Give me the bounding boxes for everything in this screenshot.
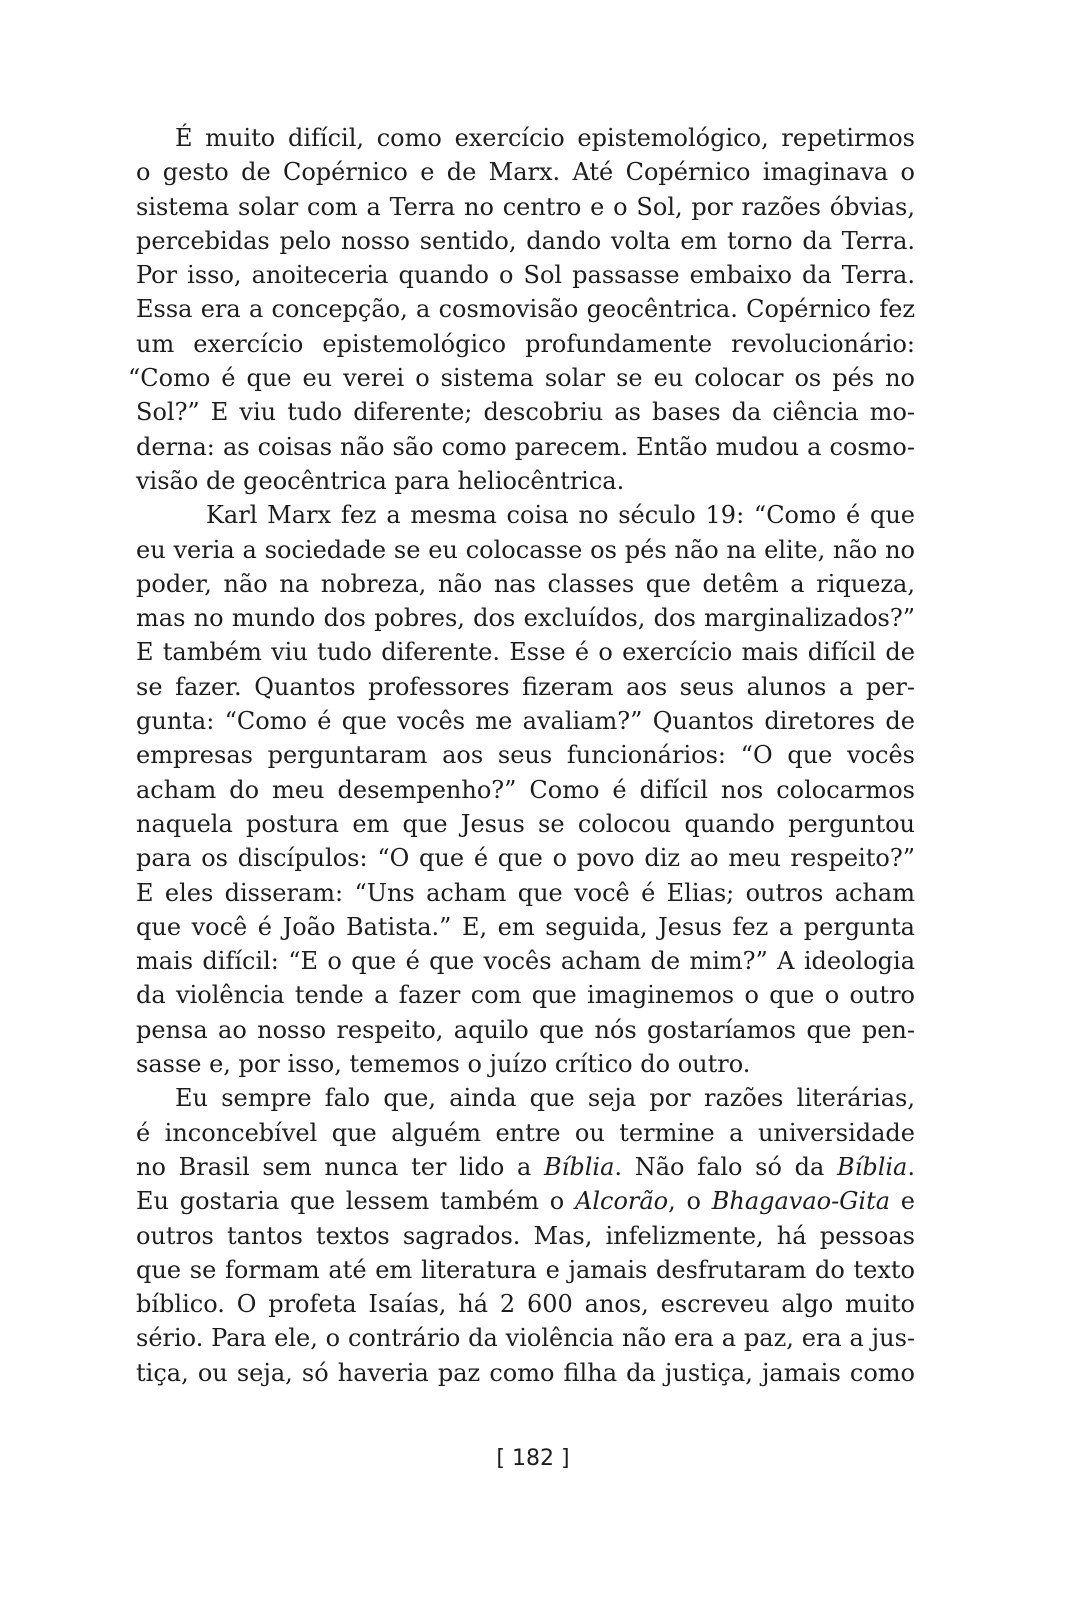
- italic-title: Bíblia: [544, 1152, 615, 1181]
- text-line: Essa era a concepção, a cosmovisão geocêntrica. Copérnico fez: [136, 295, 915, 324]
- text-line: mas no mundo dos pobres, dos excluídos, dos marginalizados?”: [136, 604, 915, 633]
- text-line: Sol?” E viu tudo diferente; descobriu as bases da ciência mo-: [136, 398, 915, 427]
- text-line: da violência tende a fazer com que imaginemos o que o outro: [136, 981, 915, 1010]
- text-line: pensa ao nosso respeito, aquilo que nós gostaríamos que pen-: [136, 1015, 915, 1044]
- text-line: empresas perguntaram aos seus funcionários: “O que vocês: [136, 741, 915, 770]
- text-line: “Como é que eu verei o sistema solar se eu colocar os pés no: [128, 364, 915, 393]
- text-line: percebidas pelo nosso sentido, dando volta em torno da Terra.: [136, 226, 915, 255]
- text-line: É muito difícil, como exercício epistemológico, repetirmos: [175, 124, 915, 152]
- italic-title: Bíblia: [837, 1152, 908, 1181]
- text-line: gunta: “Como é que vocês me avaliam?” Quantos diretores de: [136, 707, 915, 736]
- paragraph: [136, 1081, 915, 1390]
- paragraph: [136, 498, 915, 1081]
- text-line: o gesto de Copérnico e de Marx. Até Copérnico imaginava o: [136, 158, 915, 187]
- text-line: no Brasil sem nunca ter lido a Bíblia. Não falo só da Bíblia.: [136, 1152, 915, 1181]
- text-line: E eles disseram: “Uns acham que você é Elias; outros acham: [136, 878, 915, 907]
- text-line: se fazer. Quantos professores fizeram aos seus alunos a per-: [136, 672, 915, 701]
- text-line: visão de geocêntrica para heliocêntrica.: [136, 466, 625, 495]
- italic-title: Alcorão: [575, 1187, 669, 1216]
- text-line: tiça, ou seja, só haveria paz como filha da justiça, jamais como: [136, 1358, 915, 1387]
- text-line: Eu gostaria que lessem também o Alcorão, o Bhagavao-Gita e: [136, 1187, 915, 1216]
- text-line: Karl Marx fez a mesma coisa no século 19: “Como é que: [206, 501, 915, 530]
- text-line: E também viu tudo diferente. Esse é o exercício mais difícil de: [136, 638, 915, 667]
- text-line: sasse e, por isso, tememos o juízo crítico do outro.: [136, 1050, 751, 1079]
- text-line: que você é João Batista.” E, em seguida, Jesus fez a pergunta: [136, 912, 915, 941]
- text-line: um exercício epistemológico profundamente revolucionário:: [136, 329, 915, 358]
- body-text: [128, 121, 915, 1390]
- text-line: outros tantos textos sagrados. Mas, infelizmente, há pessoas: [136, 1221, 915, 1250]
- text-line: poder, não na nobreza, não nas classes que detêm a riqueza,: [136, 569, 915, 598]
- text-line: eu veria a sociedade se eu colocasse os pés não na elite, não no: [136, 535, 915, 564]
- text-line: acham do meu desempenho?” Como é difícil nos colocarmos: [136, 775, 915, 804]
- text-line: Por isso, anoiteceria quando o Sol passasse embaixo da Terra.: [136, 261, 915, 290]
- text-line: mais difícil: “E o que é que vocês acham de mim?” A ideologia: [136, 947, 915, 976]
- text-line: para os discípulos: “O que é que o povo diz ao meu respeito?”: [136, 844, 915, 873]
- paragraph: [128, 121, 915, 498]
- text-line: bíblico. O profeta Isaías, há 2 600 anos, escreveu algo muito: [136, 1290, 915, 1319]
- italic-title: Bhagavao-Gita: [711, 1187, 891, 1216]
- text-line: que se formam até em literatura e jamais desfrutaram do texto: [136, 1255, 915, 1284]
- text-line: sério. Para ele, o contrário da violência não era a paz, era a jus-: [136, 1324, 915, 1353]
- text-line: é inconcebível que alguém entre ou termine a universidade: [136, 1118, 915, 1147]
- text-line: sistema solar com a Terra no centro e o Sol, por razões óbvias,: [136, 192, 915, 221]
- text-line: naquela postura em que Jesus se colocou quando perguntou: [136, 809, 915, 838]
- page-number: [ 182 ]: [496, 1446, 570, 1471]
- text-line: derna: as coisas não são como parecem. Então mudou a cosmo-: [136, 432, 915, 461]
- text-line: Eu sempre falo que, ainda que seja por razões literárias,: [175, 1084, 915, 1113]
